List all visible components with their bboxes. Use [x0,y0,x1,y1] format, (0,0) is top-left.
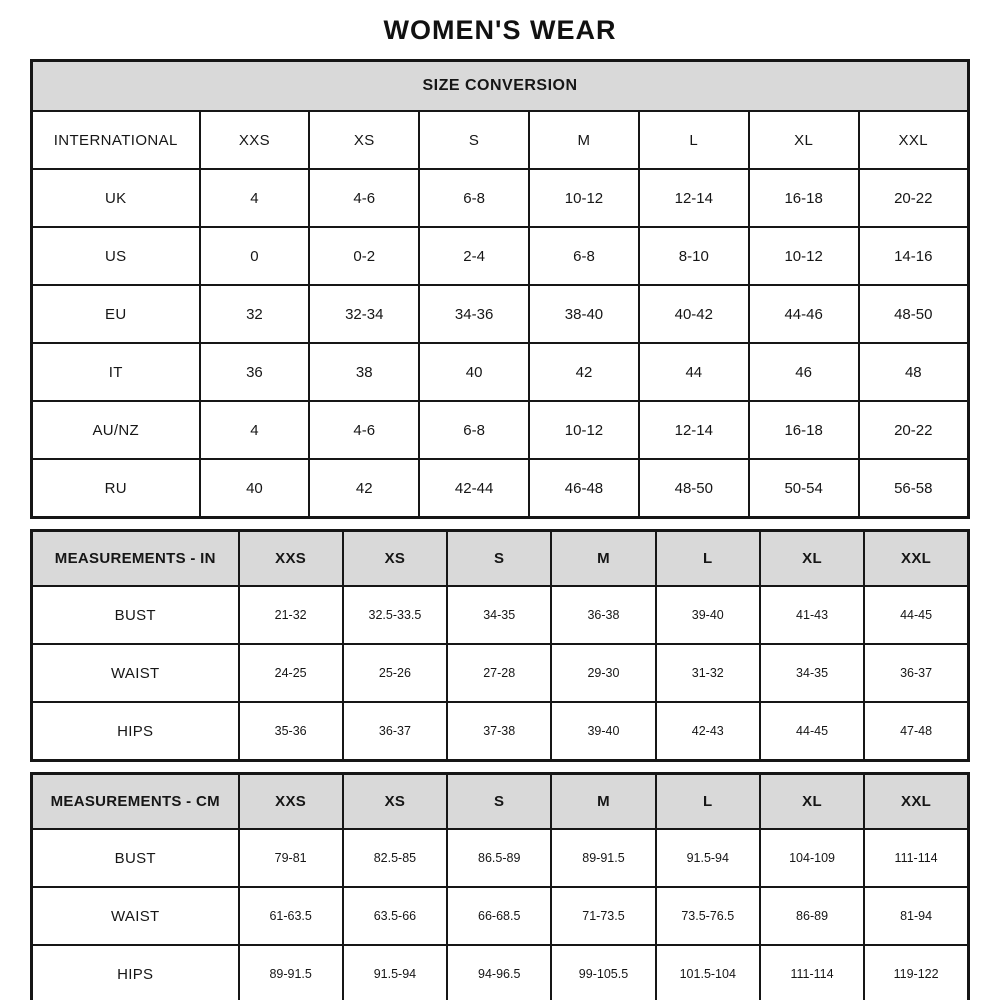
table-header-row [32,531,969,587]
size-column-header: XXL [864,531,968,587]
size-value-cell: 34-35 [760,644,864,702]
row-label: BUST [32,829,239,887]
size-value-cell: 50-54 [749,459,859,518]
row-label: AU/NZ [32,401,200,459]
size-value-cell: 34-36 [419,285,529,343]
size-value-cell: 63.5-66 [343,887,447,945]
size-value-cell: 4 [200,401,310,459]
size-value-cell: 14-16 [859,227,969,285]
size-value-cell: 79-81 [239,829,343,887]
row-label: WAIST [32,644,239,702]
size-value-cell: 6-8 [529,227,639,285]
size-value-cell: 35-36 [239,702,343,761]
size-value-cell: 46-48 [529,459,639,518]
size-column-header: M [529,111,639,169]
row-label: EU [32,285,200,343]
size-conversion-table [30,59,970,519]
measurements-cm-table [30,772,970,1000]
size-value-cell: 73.5-76.5 [656,887,760,945]
size-value-cell: 20-22 [859,401,969,459]
table-row [32,586,969,644]
size-column-header: XXS [239,531,343,587]
size-column-header: XS [343,774,447,830]
size-column-header: XXL [864,774,968,830]
size-value-cell: 10-12 [529,169,639,227]
size-column-header: S [447,774,551,830]
size-column-header: L [656,531,760,587]
size-value-cell: 32 [200,285,310,343]
size-value-cell: 16-18 [749,401,859,459]
table-row [32,343,969,401]
size-value-cell: 0-2 [309,227,419,285]
size-value-cell: 42-44 [419,459,529,518]
row-label: IT [32,343,200,401]
table-row [32,945,969,1000]
table-header-row [32,111,969,169]
page-title: WOMEN'S WEAR [383,15,617,45]
size-column-header: XL [760,774,864,830]
size-value-cell: 40 [419,343,529,401]
size-column-header: XXL [859,111,969,169]
size-value-cell: 0 [200,227,310,285]
table-row [32,887,969,945]
size-value-cell: 16-18 [749,169,859,227]
size-value-cell: 44 [639,343,749,401]
size-value-cell: 39-40 [551,702,655,761]
row-label: HIPS [32,702,239,761]
size-value-cell: 86-89 [760,887,864,945]
size-value-cell: 4 [200,169,310,227]
table-row [32,702,969,761]
size-value-cell: 94-96.5 [447,945,551,1000]
size-value-cell: 38 [309,343,419,401]
size-value-cell: 46 [749,343,859,401]
size-value-cell: 29-30 [551,644,655,702]
size-value-cell: 119-122 [864,945,968,1000]
size-column-header: XL [760,531,864,587]
size-value-cell: 6-8 [419,169,529,227]
row-label: RU [32,459,200,518]
size-value-cell: 40 [200,459,310,518]
size-value-cell: 48 [859,343,969,401]
size-value-cell: 111-114 [864,829,968,887]
size-value-cell: 101.5-104 [656,945,760,1000]
size-value-cell: 4-6 [309,169,419,227]
row-label: HIPS [32,945,239,1000]
size-value-cell: 21-32 [239,586,343,644]
table-banner-row [32,61,969,112]
size-value-cell: 48-50 [639,459,749,518]
size-value-cell: 42 [309,459,419,518]
table-row [32,285,969,343]
table-row [32,644,969,702]
size-value-cell: 36-37 [343,702,447,761]
size-value-cell: 34-35 [447,586,551,644]
size-column-header: M [551,774,655,830]
size-value-cell: 71-73.5 [551,887,655,945]
size-value-cell: 44-45 [864,586,968,644]
size-value-cell: 89-91.5 [551,829,655,887]
size-column-header: S [419,111,529,169]
size-value-cell: 42 [529,343,639,401]
size-value-cell: 27-28 [447,644,551,702]
size-value-cell: 89-91.5 [239,945,343,1000]
row-label: US [32,227,200,285]
size-value-cell: 12-14 [639,169,749,227]
size-value-cell: 37-38 [447,702,551,761]
size-column-header: L [639,111,749,169]
size-column-header: XL [749,111,859,169]
size-value-cell: 2-4 [419,227,529,285]
table-row [32,169,969,227]
table-row [32,829,969,887]
size-value-cell: 82.5-85 [343,829,447,887]
size-value-cell: 4-6 [309,401,419,459]
table-row [32,227,969,285]
size-value-cell: 39-40 [656,586,760,644]
table-header-row [32,774,969,830]
size-value-cell: 91.5-94 [343,945,447,1000]
size-value-cell: 38-40 [529,285,639,343]
row-label: WAIST [32,887,239,945]
measurements-in-table [30,529,970,762]
size-value-cell: 91.5-94 [656,829,760,887]
size-value-cell: 31-32 [656,644,760,702]
table-row [32,401,969,459]
size-value-cell: 42-43 [656,702,760,761]
size-column-header: L [656,774,760,830]
size-value-cell: 36 [200,343,310,401]
size-value-cell: 6-8 [419,401,529,459]
size-value-cell: 10-12 [749,227,859,285]
size-column-header: XS [343,531,447,587]
size-value-cell: 61-63.5 [239,887,343,945]
size-value-cell: 32-34 [309,285,419,343]
size-value-cell: 36-37 [864,644,968,702]
size-value-cell: 24-25 [239,644,343,702]
size-value-cell: 104-109 [760,829,864,887]
size-value-cell: 32.5-33.5 [343,586,447,644]
table-header-label: MEASUREMENTS - IN [32,531,239,587]
table-header-label: INTERNATIONAL [32,111,200,169]
size-value-cell: 81-94 [864,887,968,945]
size-column-header: XXS [200,111,310,169]
size-value-cell: 44-46 [749,285,859,343]
size-value-cell: 47-48 [864,702,968,761]
size-value-cell: 99-105.5 [551,945,655,1000]
row-label: BUST [32,586,239,644]
size-value-cell: 20-22 [859,169,969,227]
table-header-label: MEASUREMENTS - CM [32,774,239,830]
size-column-header: XS [309,111,419,169]
size-value-cell: 44-45 [760,702,864,761]
size-column-header: M [551,531,655,587]
row-label: UK [32,169,200,227]
size-value-cell: 25-26 [343,644,447,702]
size-value-cell: 66-68.5 [447,887,551,945]
size-column-header: XXS [239,774,343,830]
size-value-cell: 48-50 [859,285,969,343]
size-value-cell: 36-38 [551,586,655,644]
size-value-cell: 12-14 [639,401,749,459]
size-value-cell: 56-58 [859,459,969,518]
size-value-cell: 8-10 [639,227,749,285]
table-row [32,459,969,518]
table-banner: SIZE CONVERSION [32,61,969,112]
size-value-cell: 41-43 [760,586,864,644]
size-value-cell: 86.5-89 [447,829,551,887]
size-value-cell: 10-12 [529,401,639,459]
size-value-cell: 40-42 [639,285,749,343]
size-value-cell: 111-114 [760,945,864,1000]
size-column-header: S [447,531,551,587]
